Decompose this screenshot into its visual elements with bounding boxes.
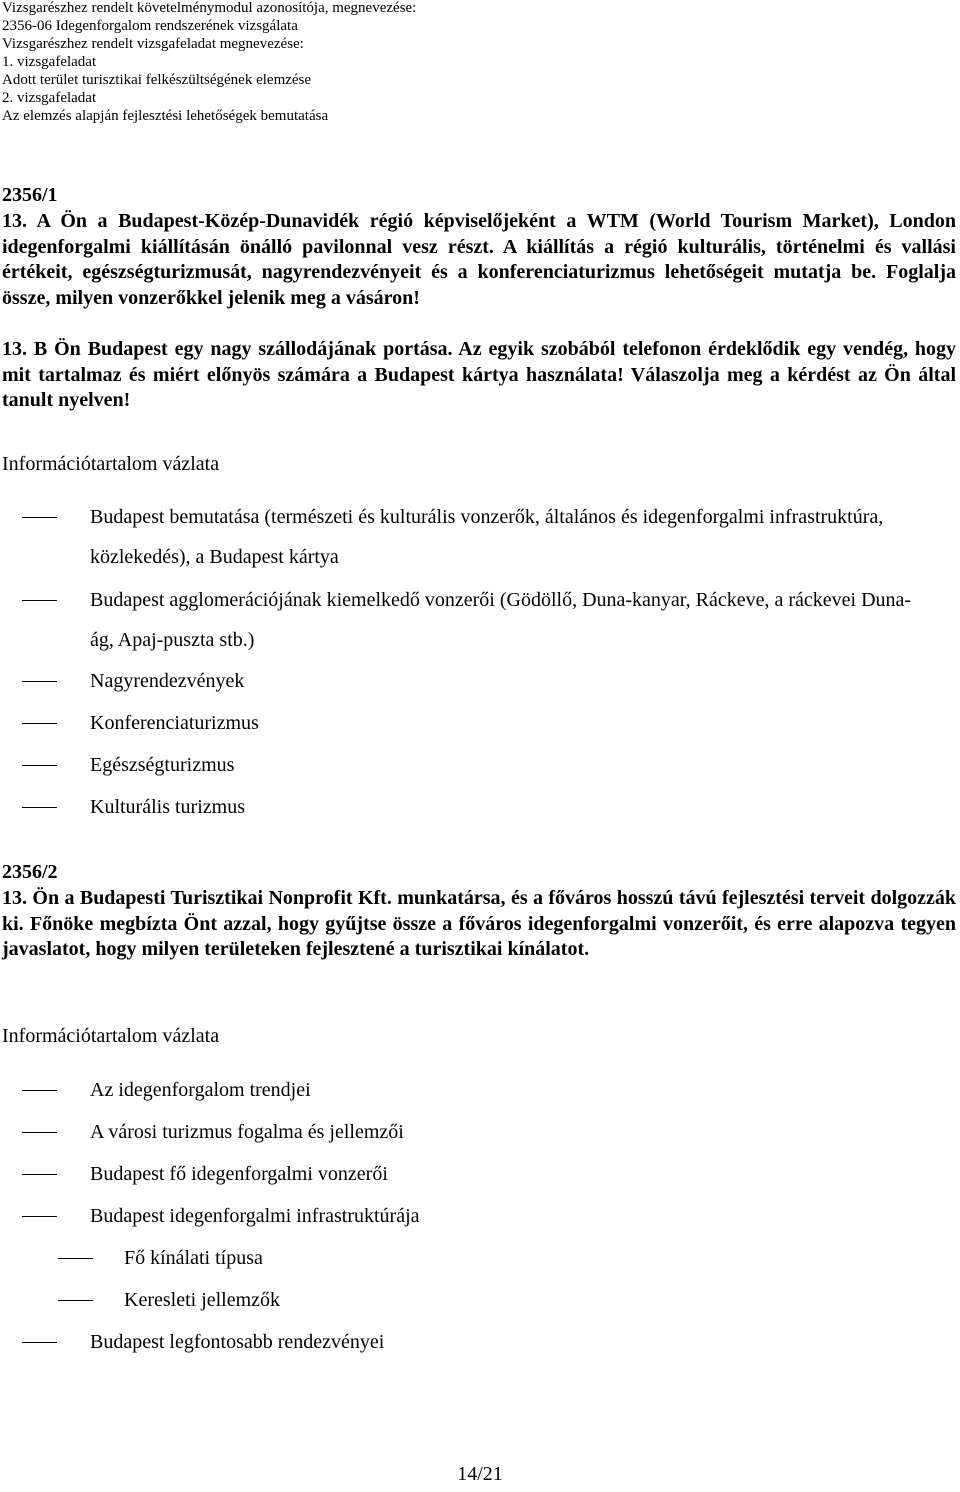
list-item-text: Fő kínálati típusa <box>124 1247 263 1269</box>
dash-icon <box>22 1216 57 1217</box>
list-item-text: Kulturális turizmus <box>90 796 245 818</box>
dash-icon <box>22 1132 57 1133</box>
dash-icon <box>22 807 57 808</box>
header-line: Vizsgarészhez rendelt követelménymodul azonosítója, megnevezése: <box>2 0 417 16</box>
dash-icon <box>58 1258 93 1259</box>
header-line: Vizsgarészhez rendelt vizsgafeladat megnevezése: <box>2 36 304 52</box>
task-13a: 13. A Ön a Budapest-Közép-Dunavidék régió képviselőjeként a WTM (World Tourism Market), London idegenforgalmi kiállításán önálló pavilonnal vesz részt. A kiállítás a régió kulturális, történelmi és vallási értékeit, egészségturizmusát, nagyrendezvényeit és a konferenciaturizmus lehetőségeit mutatja be. Foglalja össze, milyen vonzerőkkel jelenik meg a vásáron! <box>2 210 956 309</box>
header-line: Az elemzés alapján fejlesztési lehetőségek bemutatása <box>2 108 329 124</box>
task-13: 13. Ön a Budapesti Turisztikai Nonprofit Kft. munkatársa, és a főváros hosszú távú fejlesztési terveit dolgozzák ki. Főnöke megbízta Önt azzal, hogy gyűjtse össze a főváros idegenforgalmi vonzerőit, és erre alapozva tegyen javaslatot, hogy milyen területeken fejlesztené a turisztikai kínálatot. <box>2 887 956 961</box>
dash-icon <box>22 1090 57 1091</box>
page-number: 14/21 <box>457 1463 503 1485</box>
list-item-text: Keresleti jellemzők <box>124 1289 281 1311</box>
list-item-text: Egészségturizmus <box>90 754 235 776</box>
dash-icon <box>22 1342 57 1343</box>
dash-icon <box>22 600 57 601</box>
dash-icon <box>22 765 57 766</box>
list-item-text: Nagyrendezvények <box>90 670 245 692</box>
list-item-text: A városi turizmus fogalma és jellemzői <box>90 1121 404 1143</box>
list-item-text: Budapest idegenforgalmi infrastruktúrája <box>90 1205 420 1227</box>
list-item-text: Budapest agglomerációjának kiemelkedő vonzerői (Gödöllő, Duna-kanyar, Ráckeve, a ráckevei Duna-ág, Apaj-puszta stb.) <box>90 589 912 651</box>
info-heading: Információtartalom vázlata <box>2 453 220 475</box>
info-heading: Információtartalom vázlata <box>2 1025 220 1047</box>
list-item-text: Budapest legfontosabb rendezvényei <box>90 1331 385 1353</box>
list-item-text: Konferenciaturizmus <box>90 712 259 734</box>
list-item-text: Budapest fő idegenforgalmi vonzerői <box>90 1163 388 1185</box>
dash-icon <box>22 517 57 518</box>
header-line: 2. vizsgafeladat <box>2 90 97 106</box>
header-line: Adott terület turisztikai felkészültségének elemzése <box>2 72 312 88</box>
section-code: 2356/2 <box>2 861 58 883</box>
section-code: 2356/1 <box>2 184 58 206</box>
list-item-text: Budapest bemutatása (természeti és kulturális vonzerők, általános és idegenforgalmi infrastruktúra, közlekedés), a Budapest kártya <box>90 506 884 568</box>
header-line: 1. vizsgafeladat <box>2 54 97 70</box>
dash-icon <box>22 1174 57 1175</box>
task-13b: 13. B Ön Budapest egy nagy szállodájának portása. Az egyik szobából telefonon érdeklődik egy vendég, hogy mit tartalmaz és miért előnyös számára a Budapest kártya használata! Válaszolja meg a kérdést az Ön által tanult nyelven! <box>2 338 956 412</box>
header-line: 2356-06 Idegenforgalom rendszerének vizsgálata <box>2 18 298 34</box>
list-item-text: Az idegenforgalom trendjei <box>90 1079 311 1101</box>
dash-icon <box>58 1300 93 1301</box>
dash-icon <box>22 681 57 682</box>
dash-icon <box>22 723 57 724</box>
